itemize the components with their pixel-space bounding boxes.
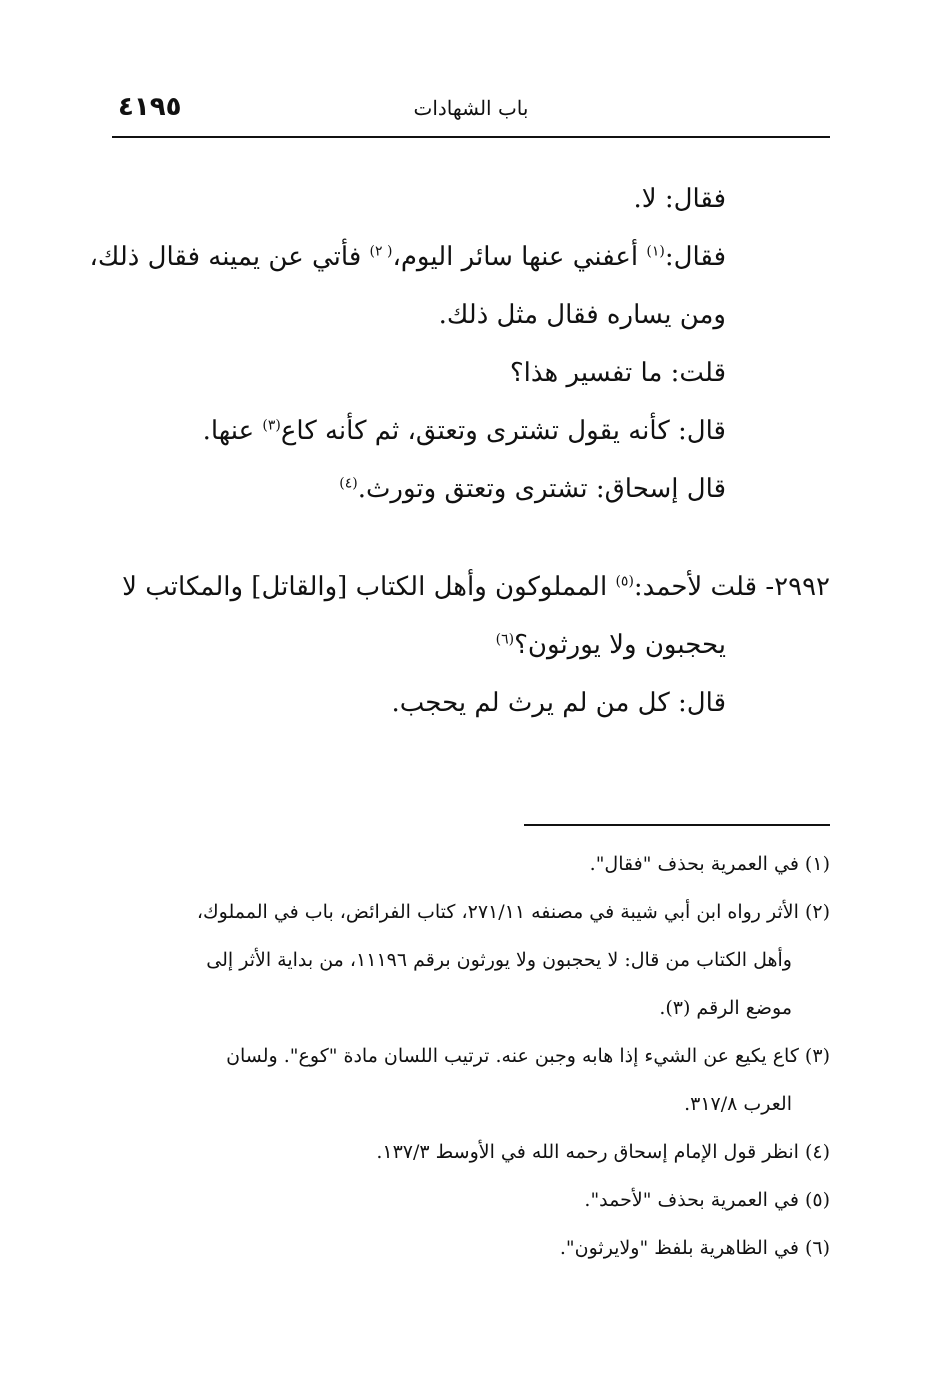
paragraph-gap: [112, 518, 830, 558]
text-line: [112, 616, 830, 674]
page-header: [112, 92, 830, 132]
text-span: عنها.: [202, 416, 263, 446]
text-line: [112, 674, 830, 732]
text-line: [112, 286, 830, 344]
footnote-5: (٥) في العمرية بحذف "لأحمد".: [584, 1189, 830, 1211]
footnote-4: (٤) انظر قول الإمام إسحاق رحمه الله في الأوسط ١٣٧/٣.: [376, 1141, 830, 1163]
text-span: فأتي عن يمينه فقال ذلك،: [89, 242, 370, 272]
footnote-3-cont: العرب ٣١٧/٨.: [684, 1093, 792, 1115]
footnote-rule: [524, 824, 830, 826]
entry-number: ٢٩٩٢-: [765, 572, 830, 602]
main-text: [89, 170, 830, 732]
text-span: المملوكون وأهل الكتاب [والقاتل] والمكاتب لا: [122, 572, 616, 602]
footnote-6: (٦) في الظاهرية بلفظ "ولايرثون".: [559, 1237, 830, 1259]
footnote-ref: (٣): [262, 417, 281, 434]
text-span: يحجبون ولا يورثون؟: [514, 630, 726, 660]
text-line: [112, 170, 830, 228]
page-number: ٤١٩٥: [118, 92, 182, 122]
footnote-1: (١) في العمرية بحذف "فقال".: [589, 853, 830, 875]
text-span: فقال: لا.: [633, 184, 726, 214]
text-line: [112, 402, 830, 460]
text-span: ومن يساره فقال مثل ذلك.: [438, 300, 726, 330]
footnote-3: (٣) كاع يكيع عن الشيء إذا هابه وجبن عنه. ترتيب اللسان مادة "كوع". ولسان: [226, 1045, 830, 1067]
text-span: قال: كل من لم يرث لم يحجب.: [391, 688, 726, 718]
footnote-2: (٢) الأثر رواه ابن أبي شيبة في مصنفه ٢٧١/١١، كتاب الفرائض، باب في المملوك،: [196, 901, 830, 923]
text-line: [89, 228, 830, 286]
footnote-2-cont: وأهل الكتاب من قال: لا يحجبون ولا يورثون برقم ١١١٩٦، من بداية الأثر إلى: [206, 949, 792, 971]
text-span: فقال:: [664, 242, 726, 272]
footnotes: [112, 840, 830, 1272]
footnote-ref: (٥): [615, 573, 634, 590]
header-rule: [112, 136, 830, 138]
running-title: باب الشهادات: [413, 96, 529, 120]
footnote-2-cont: موضع الرقم (٣).: [659, 997, 792, 1019]
text-span: أعفني عنها سائر اليوم،: [392, 242, 647, 272]
text-line: [112, 460, 830, 518]
footnote-ref: (٦): [495, 631, 515, 648]
entry-line: [112, 558, 830, 616]
text-span: قال: كأنه يقول تشترى وتعتق، ثم كأنه كاع: [280, 416, 726, 446]
text-span: قال إسحاق: تشترى وتعتق وتورث.: [357, 474, 726, 504]
text-line: [112, 344, 830, 402]
text-span: قلت: ما تفسير هذا؟: [509, 358, 726, 388]
text-span: قلت لأحمد:: [633, 572, 766, 602]
footnote-ref: (١): [646, 243, 665, 260]
footnote-ref: ( ٢): [369, 243, 393, 260]
footnote-ref: (٤): [339, 475, 358, 492]
